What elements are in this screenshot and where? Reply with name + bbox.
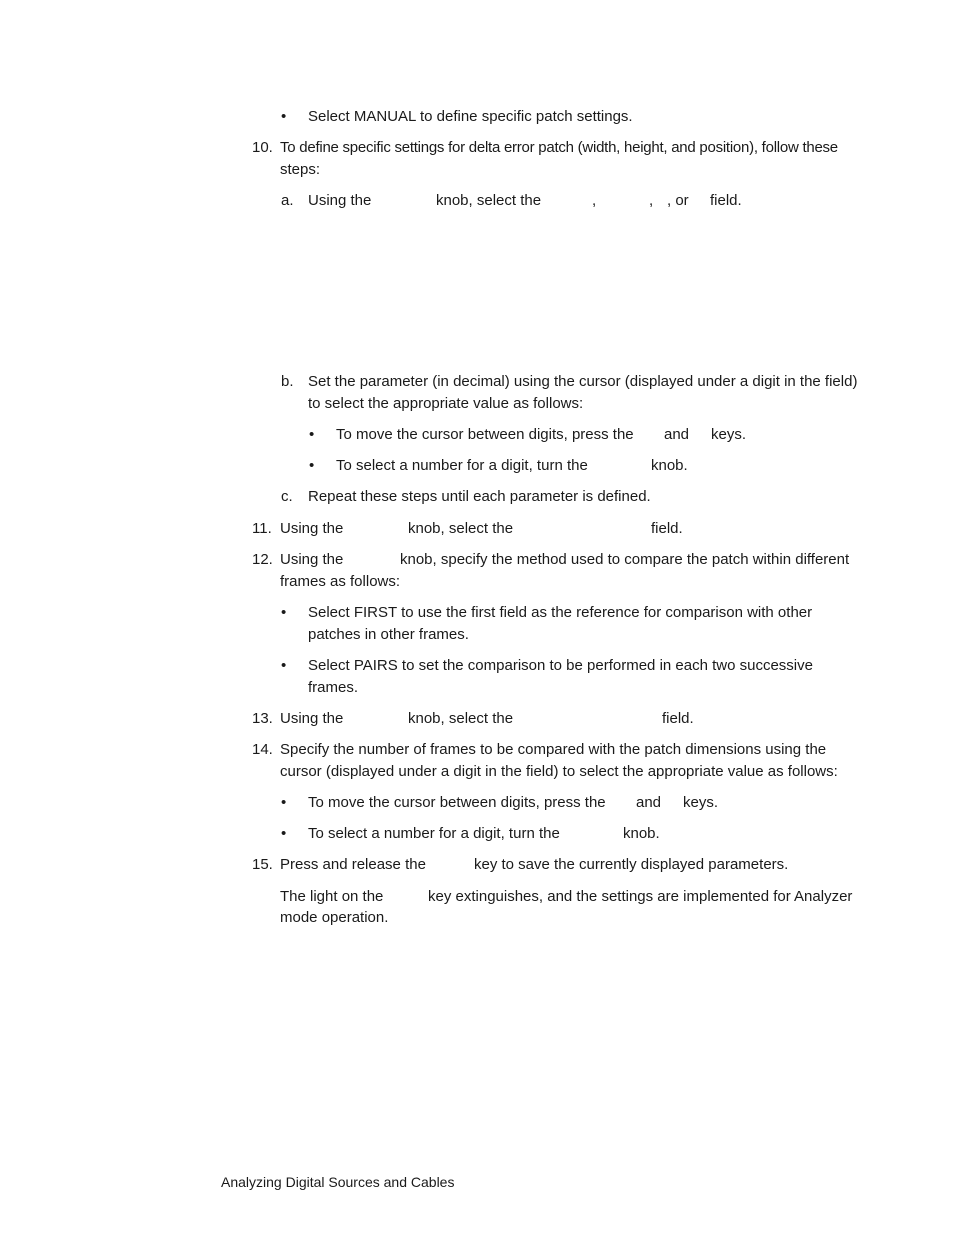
bullet: • bbox=[281, 825, 287, 842]
bullet-text: knob. bbox=[623, 825, 660, 842]
bullet-text: To select a number for a digit, turn the bbox=[308, 825, 560, 842]
substep-text: to select the appropriate value as follows: bbox=[308, 395, 584, 412]
step-text: field. bbox=[651, 520, 683, 537]
substep-text: , bbox=[592, 192, 597, 209]
step-text: Specify the number of frames to be compared with the patch dimensions using the bbox=[280, 741, 827, 758]
step-text: key to save the currently displayed parameters. bbox=[474, 856, 789, 873]
bullet-text: To select a number for a digit, turn the bbox=[336, 457, 588, 474]
step-text: Press and release the bbox=[280, 856, 426, 873]
substep-label: a. bbox=[281, 192, 294, 209]
bullet-text: keys. bbox=[711, 426, 747, 443]
step-text: knob, select the bbox=[408, 520, 514, 537]
substep-text: knob, select the bbox=[436, 192, 542, 209]
bullet-text: knob. bbox=[651, 457, 688, 474]
bullet: • bbox=[281, 108, 287, 125]
step-text: Using the bbox=[280, 710, 344, 727]
bullet-text: frames. bbox=[308, 679, 359, 696]
step-text: To define specific settings for delta error patch (width, height, and position), follow these bbox=[280, 139, 838, 156]
step-text: steps: bbox=[280, 161, 321, 178]
substep-text: field. bbox=[710, 192, 742, 209]
step-text: frames as follows: bbox=[280, 573, 401, 590]
step-number: 15. bbox=[252, 856, 273, 873]
step-text: knob, specify the method used to compare the patch within different bbox=[400, 551, 850, 568]
step-text: Using the bbox=[280, 520, 344, 537]
bullet-text: To move the cursor between digits, press the bbox=[336, 426, 634, 443]
step-number: 10. bbox=[252, 139, 273, 156]
step-text: key extinguishes, and the settings are implemented for Analyzer bbox=[428, 888, 853, 905]
step-number: 11. bbox=[252, 520, 272, 537]
bullet-text: Select PAIRS to set the comparison to be performed in each two successive bbox=[308, 657, 813, 674]
substep-text: Set the parameter (in decimal) using the cursor (displayed under a digit in the field) bbox=[308, 373, 858, 390]
bullet-text: Select FIRST to use the first field as the reference for comparison with other bbox=[308, 604, 813, 621]
step-number: 13. bbox=[252, 710, 273, 727]
substep-text: , bbox=[649, 192, 654, 209]
bullet: • bbox=[309, 426, 315, 443]
step-number: 12. bbox=[252, 551, 273, 568]
bullet-text: keys. bbox=[683, 794, 719, 811]
bullet-text: Select MANUAL to define specific patch settings. bbox=[308, 108, 633, 125]
bullet: • bbox=[281, 657, 287, 674]
bullet-text: patches in other frames. bbox=[308, 626, 469, 643]
bullet-text: and bbox=[664, 426, 690, 443]
bullet: • bbox=[309, 457, 315, 474]
substep-label: b. bbox=[281, 373, 294, 390]
substep-text: , or bbox=[667, 192, 689, 209]
step-text: cursor (displayed under a digit in the field) to select the appropriate value as follows: bbox=[280, 763, 838, 780]
substep-text: Using the bbox=[308, 192, 372, 209]
page-footer: Analyzing Digital Sources and Cables bbox=[221, 1174, 455, 1190]
bullet: • bbox=[281, 604, 287, 621]
substep-text: Repeat these steps until each parameter is defined. bbox=[308, 488, 651, 505]
step-text: The light on the bbox=[280, 888, 384, 905]
step-text: knob, select the bbox=[408, 710, 514, 727]
bullet-text: To move the cursor between digits, press the bbox=[308, 794, 606, 811]
substep-label: c. bbox=[281, 488, 293, 505]
step-text: Using the bbox=[280, 551, 344, 568]
step-text: mode operation. bbox=[280, 909, 389, 926]
bullet: • bbox=[281, 794, 287, 811]
step-text: field. bbox=[662, 710, 694, 727]
bullet-text: and bbox=[636, 794, 662, 811]
step-number: 14. bbox=[252, 741, 273, 758]
